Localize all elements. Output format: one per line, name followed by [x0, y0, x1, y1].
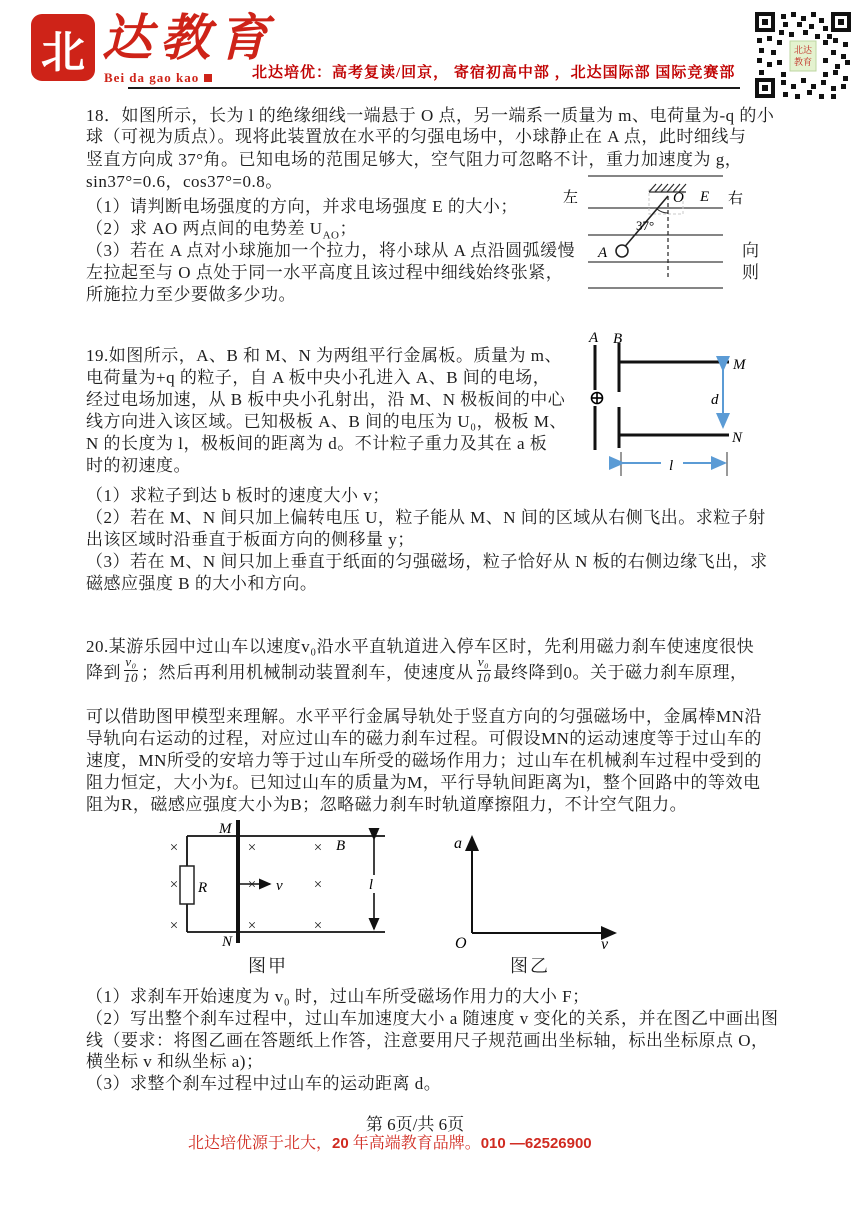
fraction-v0-10: $\frac{\text{v₀}}{10}$ — [124, 653, 138, 685]
q18-item-3b: 左拉起至与 O 点处于同一水平高度且该过程中细线始终张紧， — [86, 263, 564, 282]
q19-line-4: 线方向进入该区域。已知极板 A、B 间的电压为 U₀，极板 M、 — [86, 412, 567, 431]
q19-item-3b: 磁感应强度 B 的大小和方向。 — [86, 574, 318, 593]
q19-line-5: N 的长度为 l，极板间的距离为 d。不计粒子重力及其在 a 板 — [86, 434, 548, 453]
q20-line-5: 速度，MN所受的安培力等于过山车所受的磁场作用力；过山车在机械刹车过程中受到的 — [86, 751, 762, 770]
fig20b-label-v: v — [601, 936, 609, 953]
qr-center-top: 北达 — [793, 45, 813, 55]
fig20a-label-M: M — [219, 821, 232, 837]
figure-18-pendulum-field — [545, 170, 760, 295]
footer-brand-3: 年高端教育品牌。 — [348, 1135, 481, 1152]
logo-subtitle — [104, 70, 212, 86]
logo-stamp-char: 北 — [41, 27, 85, 77]
fig19-label-l: l — [669, 458, 674, 474]
q20-item-2b: 线（要求：将图乙画在答题纸上作答，注意要用尺子规范画出坐标轴，标出坐标原点 O， — [86, 1031, 769, 1050]
logo-subtitle-text: Bei da gao kao — [104, 70, 200, 85]
q20-line-2 — [86, 648, 748, 692]
header-tagline: 北达培优：高考复读/回京， 寄宿初高中部 ，北达国际部 国际竞赛部 — [252, 65, 736, 81]
fig20a-label-N: N — [222, 934, 233, 950]
logo-stamp — [33, 16, 93, 79]
figure-20b-av-axes — [445, 818, 640, 953]
logo-script-text: 达教育 — [102, 10, 276, 66]
footer-phone: 010 —62526900 — [480, 1135, 592, 1152]
fig20a-caption: 图甲 — [248, 956, 288, 976]
fig18-label-right: 右 — [728, 191, 744, 207]
q20-line-4: 导轨向右运动的过程，对应过山车的磁力刹车过程。可假设MN的运动速度等于过山车的 — [86, 729, 762, 748]
q18-line-3: 竖直方向成 37°角。已知电场的范围足够大，空气阻力可忽略不计，重力加速度为 g， — [86, 150, 743, 169]
q18-line-1: 18．如图所示，长为 l 的绝缘细线一端悬于 O 点，另一端系一质量为 m、电荷量为-q 的小 — [86, 106, 775, 125]
fig20b-label-a: a — [454, 835, 462, 852]
fraction-v0-10: $\frac{\text{v₀}}{10}$ — [476, 653, 491, 685]
q20-item-3: （3）求整个刹车过程中过山车的运动距离 d。 — [86, 1074, 442, 1093]
svg-text:×: × — [169, 840, 179, 856]
svg-text:×: × — [169, 918, 179, 934]
svg-text:×: × — [169, 877, 179, 893]
plates — [595, 343, 729, 450]
fig18-label-angle: 37° — [636, 218, 655, 233]
q18-line-4: sin37°=0.6，cos37°=0.8。 — [86, 172, 283, 191]
fig19-label-A: A — [589, 330, 599, 346]
fig20a-label-l: l — [368, 877, 374, 893]
fig20a-label-v: v — [276, 878, 283, 894]
q18-item2-pre: （2）求 AO 两点间的电势差 U — [86, 219, 323, 238]
fig20b-label-O: O — [455, 935, 467, 952]
q19-line-1: 19.如图所示，A、B 和 M、N 为两组平行金属板。质量为 m、 — [86, 346, 562, 365]
q20-item-2a: （2）写出整个刹车过程中，过山车加速度大小 a 随速度 v 变化的关系，并在图乙中画出图 — [86, 1009, 779, 1028]
fig18-label-E: E — [700, 189, 710, 205]
rails — [187, 836, 385, 932]
q20-item-1: （1）求刹车开始速度为 v₀ 时，过山车所受磁场作用力的大小 F； — [86, 987, 590, 1006]
q18-item2-post: ； — [339, 219, 357, 238]
qr-code — [750, 10, 856, 102]
q20-item-2c: 横坐标 v 和纵坐标 a)； — [86, 1052, 264, 1071]
figure-20a-rail-circuit — [140, 813, 405, 963]
q20-line-6: 阻力恒定，大小为f。已知过山车的质量为M，平行导轨间距离为l，整个回路中的等效电 — [86, 773, 761, 792]
q19-line-3: 经过电场加速，从 B 板中央小孔射出，沿 M、N 极板间的中心 — [86, 390, 566, 409]
q18-item-3c: 所施拉力至少要做多少功。 — [86, 285, 296, 304]
q18-item-3a: （3）若在 A 点对小球施加一个拉力，将小球从 A 点沿圆弧缓慢 — [86, 241, 576, 260]
figure-19-parallel-plates — [585, 326, 775, 486]
svg-text:×: × — [313, 840, 323, 856]
q20-line-7: 阻为R，磁感应强度大小为B；忽略磁力刹车时轨道摩擦阻力，不计空气阻力。 — [86, 795, 688, 814]
q18-line-2: 球（可视为质点）。现将此装置放在水平的匀强电场中，小球静止在 A 点，此时细线与 — [86, 127, 747, 146]
fig18-label-A: A — [598, 245, 608, 261]
particle-icon — [592, 393, 603, 404]
header-rule — [128, 87, 740, 89]
fig19-label-M: M — [733, 357, 746, 373]
fig20b-caption: 图乙 — [510, 956, 550, 976]
fig18-label-O: O — [673, 190, 684, 206]
q18-wrap-char-2: 则 — [742, 263, 760, 282]
q20-line2-seg2: ；然后再利用机械制动装置刹车，使速度从 — [141, 662, 474, 682]
fig20a-label-B: B — [336, 838, 346, 854]
footer-brand-1: 北达培优源于北大， — [188, 1135, 333, 1152]
q20-line-3: 可以借助图甲模型来理解。水平平行金属导轨处于竖直方向的匀强磁场中，金属棒MN沿 — [86, 707, 762, 726]
q20-line-1: 20.某游乐园中过山车以速度v₀沿水平直轨道进入停车区时，先利用磁力刹车使速度很快 — [86, 637, 755, 656]
fig18-label-left: 左 — [563, 190, 579, 206]
q20-line2-seg1: 降到 — [86, 662, 121, 682]
q19-line-6: 时的初速度。 — [86, 456, 191, 475]
fig19-label-d: d — [711, 392, 719, 408]
fig19-label-B: B — [613, 331, 623, 347]
svg-text:×: × — [247, 877, 257, 893]
q19-line-2: 电荷量为+q 的粒子，自 A 板中央小孔进入 A、B 间的电场， — [86, 368, 551, 387]
q19-item-2b: 出该区域时沿垂直于板面方向的侧移量 y； — [86, 530, 415, 549]
footer-brand-2: 20 — [332, 1135, 349, 1152]
q19-item-3a: （3）若在 M、N 间只加上垂直于纸面的匀强磁场，粒子恰好从 N 板的右侧边缘飞出，求 — [86, 552, 768, 571]
qr-center-bottom: 教育 — [793, 57, 813, 67]
q18-wrap-char-1: 向 — [742, 241, 760, 260]
fig20a-label-R: R — [198, 880, 208, 896]
q18-item-1: （1）请判断电场强度的方向，并求电场强度 E 的大小； — [86, 197, 518, 216]
q19-item-1: （1）求粒子到达 b 板时的速度大小 v； — [86, 486, 390, 505]
q20-line2-seg3: 最终降到0。关于磁力刹车原理， — [493, 662, 748, 682]
q19-item-2a: （2）若在 M、N 间只加上偏转电压 U，粒子能从 M、N 间的区域从右侧飞出。求粒子射 — [86, 508, 766, 527]
svg-text:×: × — [247, 840, 257, 856]
fig19-label-N: N — [732, 430, 743, 446]
page-number: 第 6页/共 6页 — [365, 1115, 465, 1134]
logo-bullet — [204, 74, 212, 82]
angle-arc — [657, 209, 668, 213]
svg-text:×: × — [313, 877, 323, 893]
svg-text:×: × — [247, 918, 257, 934]
footer-brand-line — [188, 1130, 592, 1153]
svg-text:×: × — [313, 918, 323, 934]
ball — [616, 245, 628, 257]
q18-item2-sub: AO — [322, 229, 340, 242]
resistor — [180, 866, 194, 904]
